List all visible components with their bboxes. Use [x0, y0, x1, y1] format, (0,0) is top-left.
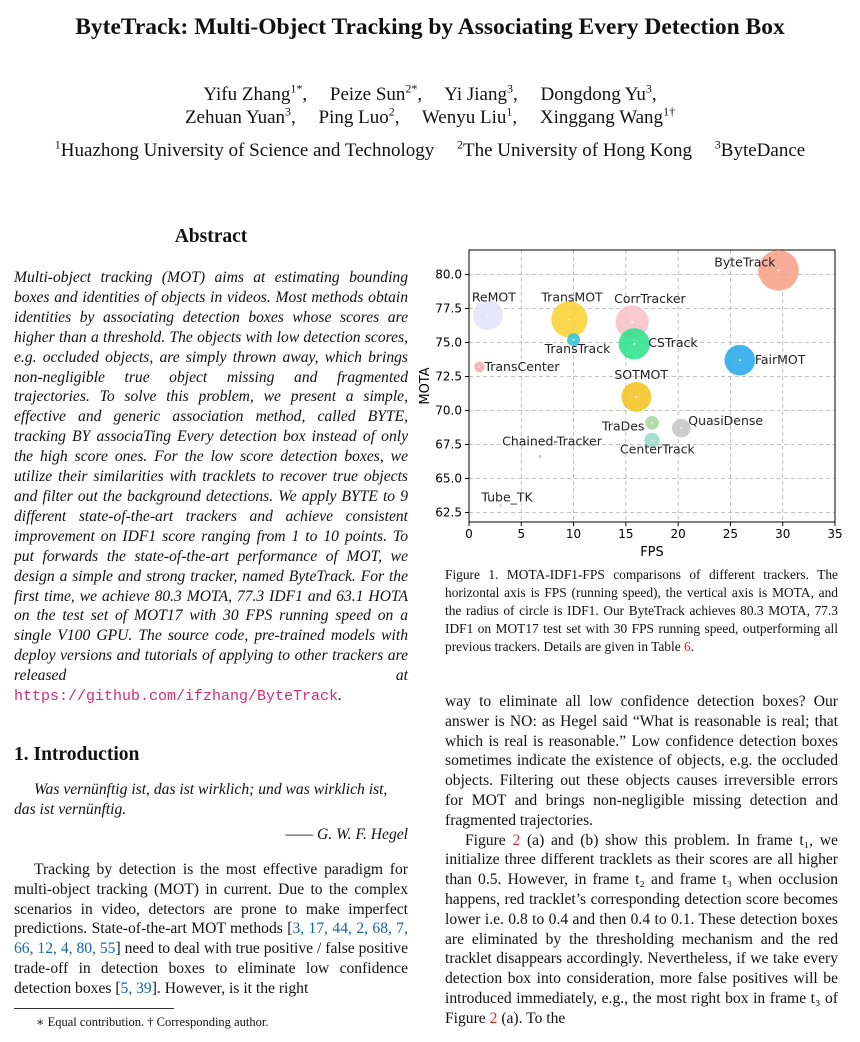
bubble-label: TransCenter: [484, 358, 560, 374]
y-tick-label: 75.0: [435, 335, 462, 350]
bubble-label: CenterTrack: [620, 441, 695, 457]
bubble-label: TransTrack: [544, 340, 611, 356]
table-ref-link[interactable]: 6: [684, 639, 691, 655]
bubble-label: ByteTrack: [714, 254, 776, 270]
y-tick-label: 72.5: [435, 369, 462, 384]
x-tick-label: 10: [565, 527, 582, 541]
y-tick-label: 65.0: [435, 471, 462, 486]
author-line-2: [0, 105, 860, 129]
epigraph-quote: Was vernünftig ist, das ist wirklich; und was wirklich ist, das ist vernünftig.: [14, 781, 388, 818]
author: Xinggang Wang$^{1\dagger}$: [539, 105, 676, 129]
x-tick-label: 25: [722, 527, 739, 541]
bubble-center: [539, 456, 541, 458]
author: Yi Jiang$^3$,: [444, 82, 518, 106]
x-tick-label: 20: [670, 527, 686, 541]
bubble-label: CSTrack: [648, 334, 698, 350]
intro-paragraph: Tracking by detection is the most effective paradigm for multi-object tracking (MOT) in current. Due to the complex scenarios in video, detectors are prone to make imperfect predictions. State-of-the-art MOT methods [3, 17, 44, 2, 68, 7, 66, 12, 4, 80, 55] need to deal with true positive / false positive trade-off in detection boxes to eliminate low confidence detection boxes [5, 39]. However, is it the right: [14, 861, 409, 997]
bubble-center: [635, 396, 637, 398]
bubble-label: TransMOT: [541, 289, 603, 305]
bubble-center: [479, 366, 481, 368]
bubble-center: [739, 359, 741, 361]
y-tick-label: 62.5: [435, 505, 462, 520]
bubble-center: [568, 318, 570, 320]
y-tick-label: 80.0: [435, 267, 462, 282]
y-tick-label: 67.5: [435, 437, 462, 452]
citation-links[interactable]: 3, 17, 44, 2, 68, 7, 66, 12, 4, 80, 55: [14, 920, 408, 958]
affiliation: $^3$ByteDance: [714, 138, 806, 162]
footnote: ∗ Equal contribution. † Corresponding author.: [36, 1015, 269, 1029]
footnote-rule: [14, 1008, 174, 1009]
bubble-label: TraDes: [602, 418, 645, 434]
bubble-center: [499, 505, 501, 507]
author: Zehuan Yuan$^3$,: [184, 105, 296, 129]
right-column-text: [445, 692, 838, 1029]
paragraph: Figure 2 (a) and (b) show this problem. In frame t₁, we initialize three different tracklets as their scores are all higher than 0.5. However, in frame t₂ and frame t₃ when occlusion happens, red tracklet’s corresponding detection score becomes lower i.e. 0.8 to 0.4 and then 0.4 to 0.1. These detection boxes are eliminated by the thresholding mechanism and the red tracklet disappears accordingly. Nevertheless, if we take every detection box into consideration, more false positives will be introduced immediately, e.g., the most right box in frame t₃ of Figure 2 (a). To the: [445, 831, 838, 1027]
y-axis-label: MOTA: [418, 367, 433, 405]
x-tick-label: 0: [465, 527, 473, 541]
x-tick-label: 35: [827, 527, 843, 541]
citation-links[interactable]: 5, 39: [120, 979, 152, 997]
author: Ping Luo$^2$,: [318, 105, 400, 129]
paragraph: way to eliminate all low confidence detection boxes? Our answer is NO: as Hegel said “What is reasonable is real; that which is real is reasonable.” Low confidence detection boxes sometimes indicate the existence of objects, e.g. the occluded objects. Filtering out these objects causes irreversible errors for MOT and brings non-negligible missing detection and fragmented trajectories.: [445, 693, 838, 829]
figure-caption: Figure 1. MOTA-IDF1-FPS comparisons of different trackers. The horizontal axis is FPS (running speed), the vertical axis is MOTA, and the radius of circle is IDF1. Our ByteTrack achieves 80.3 MOTA, 77.3 IDF1 on MOT17 test set with 30 FPS running speed, outperforming all previous trackers. Details are given in Table 6.: [445, 567, 838, 655]
affiliations: [0, 138, 860, 162]
code-link[interactable]: https://github.com/ifzhang/ByteTrack: [14, 688, 339, 706]
bubble-label: QuasiDense: [688, 413, 764, 429]
author-line-1: [0, 82, 860, 106]
mota-fps-chart: [413, 244, 845, 562]
bubble-center: [633, 343, 635, 345]
paper-title: ByteTrack: Multi-Object Tracking by Associating Every Detection Box: [75, 14, 785, 40]
author: Wenyu Liu$^1$,: [421, 105, 518, 129]
y-tick-label: 70.0: [435, 403, 462, 418]
x-axis-label: FPS: [640, 545, 664, 560]
abstract-body: Multi-object tracking (MOT) aims at estimating bounding boxes and identities of objects in videos. Most methods obtain identities by associating detection boxes whose scores are higher than a threshold. The objects with low detection scores, e.g. occluded objects, are simply thrown away, which brings non-negligible true object missing and fragmented trajectories. To solve this problem, we present a simple, effective and generic association method, called BYTE, tracking BY associaTing Every detection box instead of only the high score ones. For the low score detection boxes, we utilize their similarities with tracklets to recover true objects and filter out the background detections. We apply BYTE to 9 different state-of-the-art trackers and achieve consistent improvement on IDF1 score ranging from 1 to 10 points. To put forwards the state-of-the-art performance of MOT, we design a simple and strong tracker, named ByteTrack. For the first time, we achieve 80.3 MOTA, 77.3 IDF1 and 63.1 HOTA on the test set of MOT17 with 30 FPS running speed on a single V100 GPU. The source code, pre-trained models with deploy versions and tutorials of applying to other trackers are released at https://github.com/ifzhang/ByteTrack.: [14, 269, 408, 706]
affiliation: $^1$Huazhong University of Science and Technology: [54, 138, 435, 162]
author: Yifu Zhang$^{1*}$,: [203, 82, 308, 106]
bubble-label: Chained-Tracker: [502, 433, 602, 449]
figure-ref-link[interactable]: 2: [489, 1009, 498, 1027]
x-tick-label: 15: [618, 527, 634, 541]
author: Dongdong Yu$^3$,: [540, 82, 657, 106]
bubble-label: CorrTracker: [614, 291, 686, 307]
bubble-label: SOTMOT: [614, 366, 668, 382]
figure-ref-link[interactable]: 2: [512, 831, 521, 849]
intro-heading: 1. Introduction: [14, 744, 140, 765]
bubble-center: [631, 321, 633, 323]
abstract-heading: Abstract: [174, 226, 248, 247]
epigraph-author: —— G. W. F. Hegel: [285, 826, 408, 843]
bubble-center: [487, 314, 489, 316]
y-tick-label: 77.5: [435, 301, 462, 316]
bubble-label: Tube_TK: [481, 489, 533, 505]
affiliation: $^2$The University of Hong Kong: [457, 138, 693, 162]
x-tick-label: 5: [517, 527, 526, 541]
bubble-center: [680, 427, 682, 429]
bubble-center: [651, 422, 653, 424]
bubble-center: [778, 270, 780, 272]
bubble-label: ReMOT: [471, 289, 516, 305]
author: Peize Sun$^{2*}$,: [329, 82, 423, 106]
bubble-label: FairMOT: [754, 352, 806, 368]
x-tick-label: 30: [775, 527, 791, 541]
